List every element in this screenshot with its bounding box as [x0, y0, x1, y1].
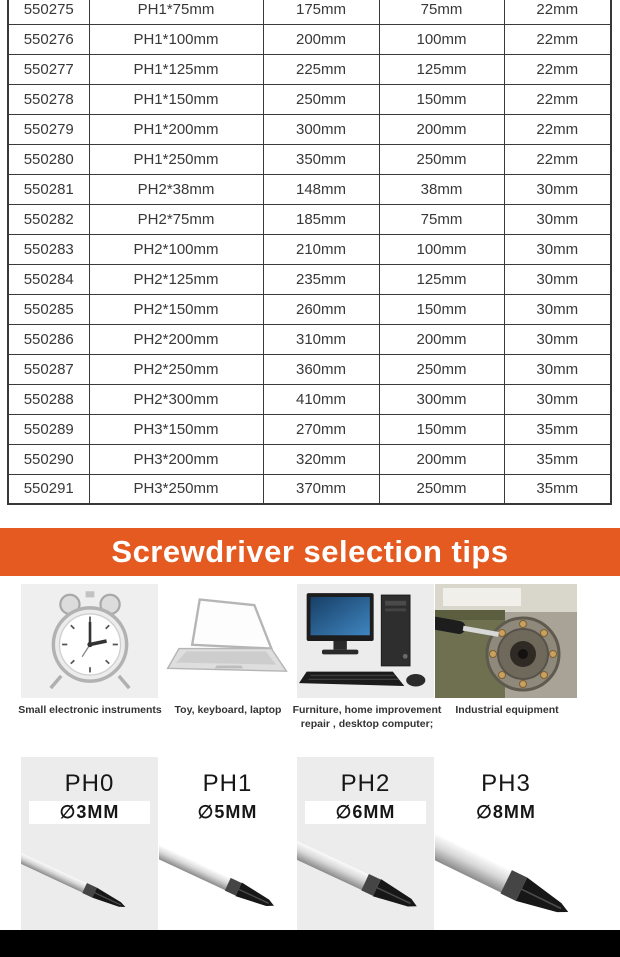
cell-shaft-length: 75mm [379, 204, 504, 234]
cell-handle-diameter: 35mm [504, 414, 611, 444]
size-label: PH1 [202, 770, 253, 797]
cell-item-no: 550282 [8, 204, 89, 234]
cell-model: PH3*250mm [89, 474, 263, 504]
cell-handle-diameter: 30mm [504, 294, 611, 324]
cell-item-no: 550288 [8, 384, 89, 414]
cell-item-no: 550290 [8, 444, 89, 474]
screwdriver-tip-ph0 [21, 823, 161, 928]
table-row [8, 264, 611, 294]
cell-item-no: 550287 [8, 354, 89, 384]
use-case-tile-electronics [21, 584, 158, 698]
table-row [8, 234, 611, 264]
cell-item-no: 550281 [8, 174, 89, 204]
screwdriver-tip-ph1 [159, 823, 299, 928]
cell-model: PH2*38mm [89, 174, 263, 204]
spec-table-body [8, 0, 611, 504]
cell-model: PH2*300mm [89, 384, 263, 414]
cell-total-length: 270mm [263, 414, 379, 444]
cell-handle-diameter: 22mm [504, 144, 611, 174]
cell-total-length: 185mm [263, 204, 379, 234]
table-row [8, 384, 611, 414]
use-case-caption: Furniture, home improvement repair , desktop computer; [292, 704, 442, 730]
cell-shaft-length: 250mm [379, 354, 504, 384]
cell-item-no: 550284 [8, 264, 89, 294]
cell-model: PH1*125mm [89, 54, 263, 84]
cell-handle-diameter: 22mm [504, 84, 611, 114]
cell-item-no: 550280 [8, 144, 89, 174]
cell-total-length: 310mm [263, 324, 379, 354]
cell-total-length: 235mm [263, 264, 379, 294]
cell-shaft-length: 38mm [379, 174, 504, 204]
cell-handle-diameter: 30mm [504, 324, 611, 354]
cell-total-length: 300mm [263, 114, 379, 144]
size-col-ph2 [297, 757, 434, 930]
cell-item-no: 550289 [8, 414, 89, 444]
cell-shaft-length: 250mm [379, 144, 504, 174]
cell-total-length: 350mm [263, 144, 379, 174]
size-col-ph3 [435, 757, 577, 930]
cell-total-length: 370mm [263, 474, 379, 504]
cell-item-no: 550286 [8, 324, 89, 354]
cell-total-length: 260mm [263, 294, 379, 324]
cell-item-no: 550279 [8, 114, 89, 144]
cell-shaft-length: 150mm [379, 84, 504, 114]
cell-shaft-length: 100mm [379, 234, 504, 264]
table-row [8, 414, 611, 444]
screwdriver-tip-ph2 [297, 823, 437, 928]
cell-item-no: 550278 [8, 84, 89, 114]
table-row [8, 84, 611, 114]
desktop-computer-icon [299, 587, 433, 695]
cell-shaft-length: 150mm [379, 414, 504, 444]
table-row [8, 324, 611, 354]
table-row [8, 114, 611, 144]
size-diameter: ∅8MM [444, 801, 569, 824]
cell-shaft-length: 200mm [379, 114, 504, 144]
section-banner [0, 528, 620, 576]
cell-shaft-length: 250mm [379, 474, 504, 504]
cell-total-length: 200mm [263, 24, 379, 54]
cell-handle-diameter: 30mm [504, 384, 611, 414]
cell-model: PH2*200mm [89, 324, 263, 354]
cell-total-length: 320mm [263, 444, 379, 474]
screwdriver-tip-ph3 [435, 823, 600, 928]
use-case-tile-desktop [297, 584, 434, 698]
use-case-tile-industrial [435, 584, 577, 698]
cell-handle-diameter: 22mm [504, 24, 611, 54]
use-case-caption: Industrial equipment [455, 704, 559, 716]
cell-total-length: 148mm [263, 174, 379, 204]
cell-model: PH1*75mm [89, 0, 263, 24]
bottom-bar [0, 930, 620, 957]
cell-shaft-length: 150mm [379, 294, 504, 324]
cell-shaft-length: 100mm [379, 24, 504, 54]
table-row [8, 354, 611, 384]
cell-handle-diameter: 30mm [504, 204, 611, 234]
table-row [8, 0, 611, 24]
alarm-clock-icon [42, 588, 138, 694]
cell-handle-diameter: 30mm [504, 354, 611, 384]
cell-item-no: 550291 [8, 474, 89, 504]
table-row [8, 24, 611, 54]
laptop-icon [162, 593, 294, 689]
cell-total-length: 210mm [263, 234, 379, 264]
cell-model: PH1*250mm [89, 144, 263, 174]
cell-shaft-length: 125mm [379, 264, 504, 294]
cell-total-length: 225mm [263, 54, 379, 84]
cell-handle-diameter: 22mm [504, 54, 611, 84]
table-row [8, 474, 611, 504]
use-case-caption: Small electronic instruments [18, 704, 162, 716]
cell-model: PH3*150mm [89, 414, 263, 444]
cell-total-length: 360mm [263, 354, 379, 384]
cell-handle-diameter: 35mm [504, 474, 611, 504]
cell-model: PH2*100mm [89, 234, 263, 264]
cell-model: PH2*250mm [89, 354, 263, 384]
cell-handle-diameter: 35mm [504, 444, 611, 474]
size-diameter: ∅3MM [29, 801, 150, 824]
cell-item-no: 550276 [8, 24, 89, 54]
cell-shaft-length: 125mm [379, 54, 504, 84]
section-banner-title: Screwdriver selection tips [111, 534, 509, 569]
cell-model: PH3*200mm [89, 444, 263, 474]
size-diameter: ∅5MM [167, 801, 288, 824]
cell-shaft-length: 200mm [379, 444, 504, 474]
cell-total-length: 250mm [263, 84, 379, 114]
size-diameter: ∅6MM [305, 801, 426, 824]
cell-model: PH1*100mm [89, 24, 263, 54]
size-col-ph1 [159, 757, 296, 930]
table-row [8, 174, 611, 204]
cell-handle-diameter: 30mm [504, 234, 611, 264]
cell-model: PH2*150mm [89, 294, 263, 324]
cell-shaft-length: 75mm [379, 0, 504, 24]
cell-model: PH1*200mm [89, 114, 263, 144]
cell-model: PH2*75mm [89, 204, 263, 234]
cell-handle-diameter: 30mm [504, 264, 611, 294]
cell-item-no: 550285 [8, 294, 89, 324]
use-case-caption: Toy, keyboard, laptop [174, 704, 282, 716]
cell-handle-diameter: 22mm [504, 114, 611, 144]
size-label: PH2 [340, 770, 391, 797]
size-label: PH3 [481, 770, 531, 797]
table-row [8, 444, 611, 474]
spec-table [7, 0, 612, 505]
size-col-ph0 [21, 757, 158, 930]
cell-item-no: 550283 [8, 234, 89, 264]
size-label: PH0 [64, 770, 115, 797]
table-row [8, 294, 611, 324]
cell-item-no: 550275 [8, 0, 89, 24]
table-row [8, 144, 611, 174]
cell-handle-diameter: 30mm [504, 174, 611, 204]
cell-total-length: 175mm [263, 0, 379, 24]
cell-shaft-length: 300mm [379, 384, 504, 414]
table-row [8, 54, 611, 84]
cell-shaft-length: 200mm [379, 324, 504, 354]
cell-model: PH2*125mm [89, 264, 263, 294]
cell-item-no: 550277 [8, 54, 89, 84]
cell-handle-diameter: 22mm [504, 0, 611, 24]
industrial-equipment-icon [435, 584, 577, 698]
use-case-tile-laptop [159, 584, 296, 698]
cell-total-length: 410mm [263, 384, 379, 414]
table-row [8, 204, 611, 234]
cell-model: PH1*150mm [89, 84, 263, 114]
